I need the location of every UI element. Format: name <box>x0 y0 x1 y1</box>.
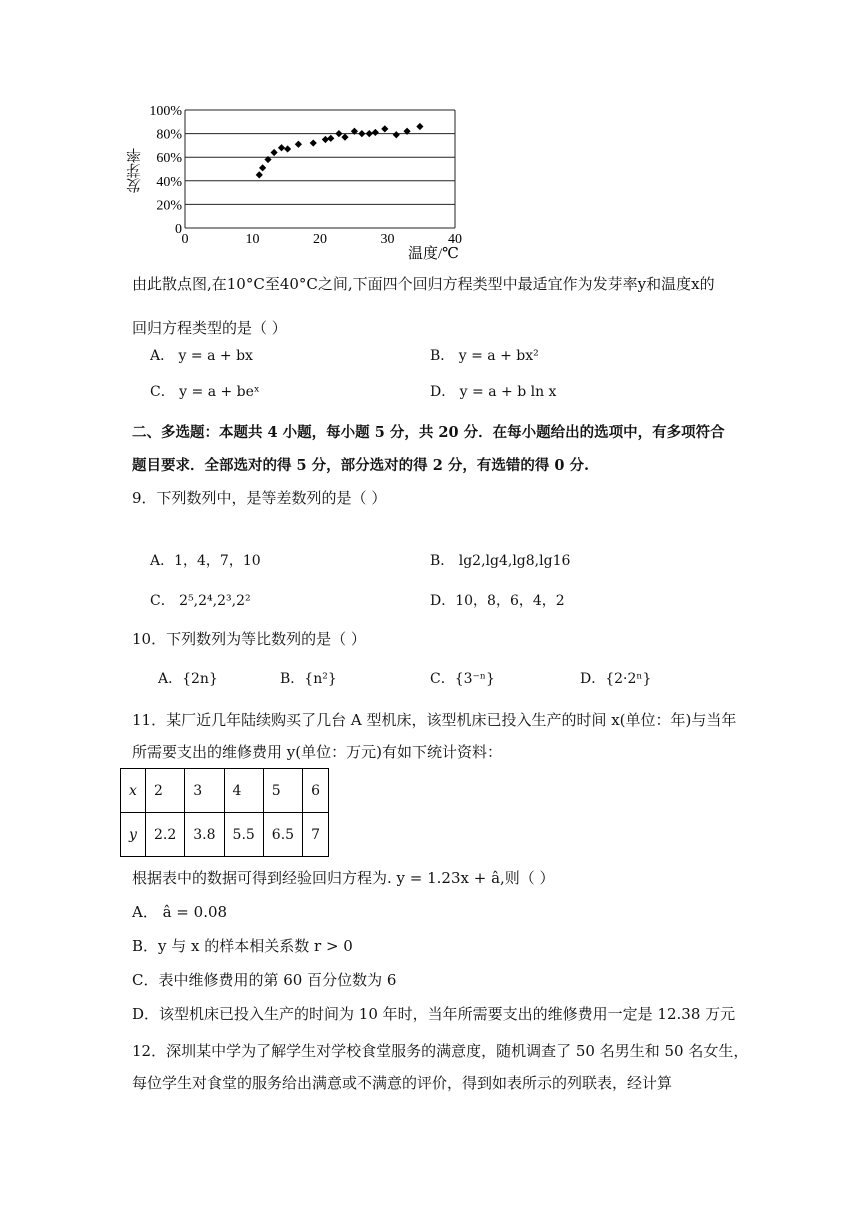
chart-point <box>416 123 423 130</box>
table-cell: 2.2 <box>146 813 185 857</box>
table-row-x <box>121 769 329 813</box>
q11-option-a: A． â = 0.08 <box>132 903 228 921</box>
q10-stem: 10．下列数列为等比数列的是（ ） <box>132 630 366 648</box>
chart-y-tick-label: 80% <box>156 127 182 143</box>
q10-option-d: D．{2·2ⁿ} <box>580 671 652 687</box>
chart-point <box>327 135 334 142</box>
chart-point <box>271 149 278 156</box>
chart-point <box>284 145 291 152</box>
chart-y-tick-label: 20% <box>156 198 182 214</box>
chart-point <box>393 131 400 138</box>
q9-option-a: A．1，4，7，10 <box>150 553 261 569</box>
chart-point <box>310 139 317 146</box>
q8-option-a: A． y = a + bx <box>150 348 253 364</box>
q11-after-table: 根据表中的数据可得到经验回归方程为. y = 1.23x + â,则（ ） <box>132 869 555 887</box>
scatter-chart <box>120 95 480 270</box>
chart-x-tick-label: 0 <box>181 232 189 247</box>
chart-point <box>366 130 373 137</box>
chart-point <box>372 129 379 136</box>
q9-option-c: C． 2⁵,2⁴,2³,2² <box>150 593 251 609</box>
chart-point <box>358 130 365 137</box>
q10-option-b: B．{n²} <box>280 671 337 687</box>
q11-option-d: D．该型机床已投入生产的时间为 10 年时，当年所需要支出的维修费用一定是 12.38 万元 <box>132 1005 736 1023</box>
table-cell: 4 <box>224 769 263 813</box>
q10-option-a: A．{2n} <box>158 671 218 687</box>
chart-point <box>381 125 388 132</box>
table-cell: x <box>121 769 146 813</box>
chart-point <box>341 134 348 141</box>
table-cell: 6 <box>303 769 329 813</box>
chart-point <box>295 141 302 148</box>
table-cell: 5.5 <box>224 813 263 857</box>
chart-y-tick-label: 0 <box>175 222 182 237</box>
chart-point <box>256 171 263 178</box>
chart-x-label: 温度/℃ <box>408 246 459 262</box>
chart-y-tick-label: 60% <box>156 151 182 167</box>
q11-option-b: B．y 与 x 的样本相关系数 r > 0 <box>132 937 353 955</box>
chart-point <box>335 130 342 137</box>
chart-y-label-vertical: 发芽率 <box>125 148 143 193</box>
chart-x-tick-label: 40 <box>448 232 462 247</box>
q9-option-b: B． lg2,lg4,lg8,lg16 <box>430 553 571 569</box>
q11-data-table <box>120 768 329 857</box>
chart-y-tick-label: 40% <box>156 174 182 190</box>
chart-points <box>256 123 424 179</box>
chart-x-tick-label: 10 <box>245 232 260 247</box>
section2-heading-line2: 题目要求．全部选对的得 5 分，部分选对的得 2 分，有选错的得 0 分. <box>132 457 590 474</box>
chart-x-tick-label: 20 <box>313 232 327 247</box>
q8-option-c: C． y = a + beˣ <box>150 384 260 400</box>
table-cell: 3.8 <box>185 813 224 857</box>
q10-option-c: C．{3⁻ⁿ} <box>430 671 495 687</box>
table-row-y <box>121 813 329 857</box>
table-cell: y <box>121 813 146 857</box>
q11-stem-line1: 11．某厂近几年陆续购买了几台 A 型机床，该型机床已投入生产的时间 x(单位：年)与当年 <box>132 711 737 729</box>
table-cell: 7 <box>303 813 329 857</box>
chart-point <box>322 136 329 143</box>
chart-point <box>259 164 266 171</box>
chart-grid <box>185 110 455 228</box>
q12-line1: 12．深圳某中学为了解学生对学校食堂服务的满意度，随机调查了 50 名男生和 50 名女生， <box>132 1042 749 1060</box>
chart-y-ticks <box>149 104 182 237</box>
chart-x-ticks <box>182 232 463 247</box>
table-cell: 6.5 <box>263 813 302 857</box>
q11-stem-line2: 所需要支出的维修费用 y(单位：万元)有如下统计资料： <box>132 743 502 761</box>
q9-stem: 9．下列数列中，是等差数列的是（ ） <box>132 489 387 507</box>
chart-x-tick-label: 30 <box>380 232 395 247</box>
table-cell: 3 <box>185 769 224 813</box>
table-cell: 2 <box>146 769 185 813</box>
chart-y-tick-label: 100% <box>149 104 182 119</box>
q8-stem-line2: 回归方程类型的是（ ） <box>132 319 287 337</box>
q11-option-c: C．表中维修费用的第 60 百分位数为 6 <box>132 971 397 989</box>
q8-option-d: D． y = a + b ln x <box>430 384 557 400</box>
q8-option-b: B． y = a + bx² <box>430 348 539 364</box>
chart-point <box>278 144 285 151</box>
table-cell: 5 <box>263 769 302 813</box>
q12-line2: 每位学生对食堂的服务给出满意或不满意的评价，得到如表所示的列联表，经计算 <box>132 1074 673 1092</box>
q8-stem-line1: 由此散点图,在10°C至40°C之间,下面四个回归方程类型中最适宜作为发芽率y和温度x的 <box>132 275 715 293</box>
q9-option-d: D．10，8，6，4，2 <box>430 593 565 609</box>
section2-heading-line1: 二、多选题：本题共 4 小题，每小题 5 分，共 20 分．在每小题给出的选项中，有多项符合 <box>132 424 725 441</box>
